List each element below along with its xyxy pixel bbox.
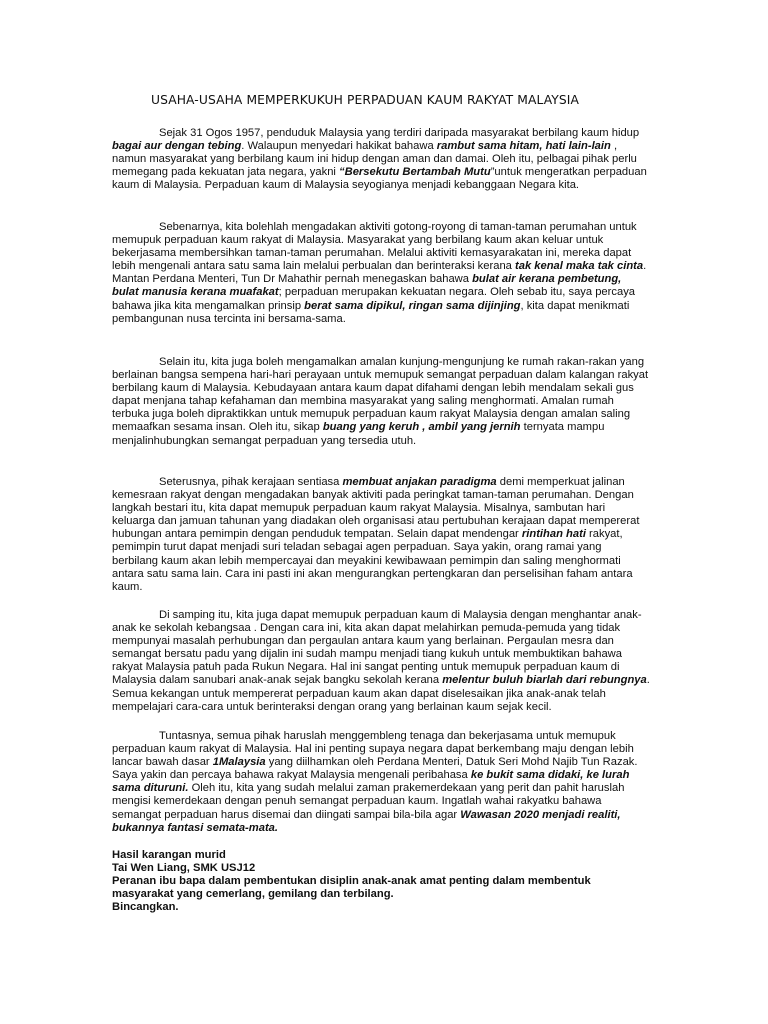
text-line (112, 408, 657, 421)
text-run: lebih mengenali antara satu sama lain melalui perbualan dan berinteraksi kerana (112, 260, 515, 273)
text-line (112, 822, 657, 835)
text-run: pembangunan nusa tercinta ini bersama-sama. (112, 312, 346, 325)
emphasized-phrase: membuat anjakan paradigma (342, 476, 497, 488)
text-line (112, 395, 657, 408)
emphasized-phrase: sama dituruni. (112, 782, 189, 795)
text-run: Seterusnya, pihak kerajaan sentiasa (159, 476, 343, 488)
text-run: Oleh itu, kita yang sudah melalui zaman prakemerdekaan yang perit dan pahit haruslah (188, 782, 625, 795)
text-line (112, 769, 657, 782)
text-run: menjalinhubungkan semangat perpaduan yang tersedia utuh. (112, 434, 417, 447)
emphasized-phrase: tak kenal maka tak cinta (515, 260, 644, 273)
text-run: , kita dapat menikmati (520, 299, 630, 312)
emphasized-phrase: buang yang keruh , ambil yang jernih (322, 421, 521, 434)
text-run: hubungan antara pemimpin dengan penduduk tempatan. Selain dapat mendengar (112, 528, 522, 541)
text-run: memupuk perpaduan kaum rakyat di Malaysia. Masyarakat yang berbilang kaum akan keluar untuk (112, 234, 604, 247)
text-run: Semua kekangan untuk mempererat perpaduan kaum akan dapat diselesaikan jika anak-anak telah (112, 687, 606, 700)
text-run: Saya yakin dan percaya bahawa rakyat Malaysia mengenali peribahasa (112, 769, 471, 782)
text-line (112, 489, 657, 502)
text-run: ternyata mampu (520, 421, 605, 434)
text-line (112, 688, 657, 701)
text-run: Sebenarnya, kita bolehlah mengadakan aktiviti gotong-royong di taman-taman perumahan untuk (159, 221, 637, 233)
text-run: ; perpaduan merupakan kekuatan negara. Oleh sebab itu, saya percaya (278, 286, 636, 299)
text-line (112, 247, 657, 260)
document-title: USAHA-USAHA MEMPERKUKUH PERPADUAN KAUM RAKYAT MALAYSIA (150, 93, 580, 107)
text-line (112, 273, 657, 286)
text-line (112, 515, 657, 528)
text-run: anak ke sekolah kebangsaa . Dengan cara ini, kita akan dapat melahirkan pemuda-pemuda yang tidak (112, 622, 621, 635)
paragraph-sekolah (112, 609, 657, 714)
signature-line: Bincangkan. (112, 901, 179, 914)
emphasized-phrase: bulat manusia kerana muafakat (112, 286, 279, 299)
text-run: mengisi kemerdekaan dengan penuh semangat perpaduan kaum. Ingatlah wahai rakyatku bahawa (112, 795, 602, 808)
text-line (112, 140, 657, 153)
text-line (112, 541, 657, 554)
emphasized-phrase: 1Malaysia (212, 756, 266, 769)
text-line (112, 730, 657, 743)
text-run: namun masyarakat yang berbilang kaum ini hidup dengan aman dan damai. Oleh itu, pelbagai pihak perlu (112, 153, 637, 166)
text-run: berbilang kaum akan lebih mempercayai dan meyakini kewibawaan pemimpin dan saling menghormati (112, 554, 621, 567)
text-line (112, 635, 657, 648)
text-run: keluarga dan jamuan tahunan yang diadakan oleh organisasi atau pertubuhan kerajaan dapat mempererat (112, 515, 640, 528)
text-line (112, 221, 657, 234)
emphasized-phrase: bukannya fantasi semata-mata. (112, 821, 279, 834)
text-run: semangat perpaduan harus disemai dan diingati sampai bila-bila agar (112, 808, 461, 821)
text-line (112, 581, 657, 594)
text-line (112, 701, 657, 714)
text-line (112, 166, 657, 179)
text-line (112, 127, 657, 140)
text-run: bekerjasama membersihkan taman-taman perumahan. Melalui aktiviti kemasyarakatan ini, mereka dapat (112, 247, 632, 260)
text-run: lancar bawah dasar (112, 756, 213, 769)
text-run: mempelajari cara-cara untuk berinteraksi dengan orang yang berlainan kaum sejak kecil. (112, 700, 552, 713)
text-run: kaum di Malaysia. Perpaduan kaum di Malaysia seyogianya menjadi kebanggaan Negara kita. (112, 179, 580, 192)
paragraph-kunjung-mengunjung (112, 356, 657, 448)
text-line (112, 648, 657, 661)
text-line (112, 555, 657, 568)
text-line (112, 313, 657, 326)
text-line (112, 260, 657, 273)
text-run: Sejak 31 Ogos 1957, penduduk Malaysia yang terdiri daripada masyarakat berbilang kaum hidup (159, 127, 640, 139)
text-run: Di samping itu, kita juga dapat memupuk perpaduan kaum di Malaysia dengan menghantar anak- (159, 609, 642, 621)
text-run: semangat bersatu padu yang dijalin ini sudah mampu menjadi tiang kukuh untuk membuktikan bahawa (112, 648, 622, 661)
text-line (112, 502, 657, 515)
signature-block (112, 849, 712, 914)
emphasized-phrase: “Bersekutu Bertambah Mutu (339, 166, 491, 179)
paragraph-intro (112, 127, 657, 192)
text-line (112, 234, 657, 247)
emphasized-phrase: ke bukit sama didaki, ke lurah (470, 769, 630, 782)
text-line (112, 622, 657, 635)
text-run: rakyat Malaysia patuh pada Rukun Negara. Hal ini sangat penting untuk memupuk perpaduan kaum di (112, 661, 620, 674)
text-run: . (643, 260, 647, 273)
text-run: . (646, 674, 650, 687)
text-line (112, 286, 657, 299)
text-run: antara satu sama lain. Cara ini pasti ini akan mengurangkan pertengkaran dan perselisihan faham antara (112, 567, 633, 580)
text-run: berlainan bangsa sempena hari-hari perayaan untuk memupuk semangat perpaduan dalam kalangan rakyat (112, 369, 649, 382)
text-line (112, 795, 657, 808)
text-run: langkah bestari itu, kita dapat memupuk perpaduan kaum rakyat Malaysia. Misalnya, sambutan hari (112, 502, 606, 515)
signature-line: Hasil karangan murid (112, 849, 226, 861)
text-run: pemimpin turut dapat menjadi suri teladan sebagai agen perpaduan. Saya yakin, orang ramai yang (112, 541, 602, 554)
text-run: . Walaupun menyedari hakikat bahawa (241, 140, 437, 153)
emphasized-phrase: bulat air kerana pembetung, (472, 273, 622, 286)
text-line (112, 369, 657, 382)
text-run: kemesraan rakyat dengan mengadakan banyak aktiviti pada peringkat taman-taman perumahan. Dengan (112, 489, 634, 502)
signature-line: Peranan ibu bapa dalam pembentukan disiplin anak-anak amat penting dalam membentuk (112, 875, 591, 888)
text-line (112, 809, 657, 822)
emphasized-phrase: rintihan hati (521, 528, 586, 541)
text-line (112, 356, 657, 369)
text-line (112, 435, 657, 448)
emphasized-phrase: rambut sama hitam, hati lain-lain (436, 140, 611, 153)
text-line (112, 476, 657, 489)
emphasized-phrase: melentur buluh biarlah dari rebungnya (442, 674, 647, 687)
signature-line: Tai Wen Liang, SMK USJ12 (112, 862, 256, 875)
text-run: ”untuk mengeratkan perpaduan (490, 166, 647, 179)
paragraph-kerajaan (112, 476, 657, 594)
text-run: , (610, 140, 618, 153)
emphasized-phrase: bagai aur dengan tebing (112, 140, 242, 153)
text-run: Mantan Perdana Menteri, Tun Dr Mahathir pernah menegaskan bahawa (112, 273, 473, 286)
text-run: berbilang kaum di Malaysia. Kebudayaan antara kaum dapat difahami dengan lebih mendalam sekali gus (112, 382, 634, 395)
text-run: bahawa jika kita mengamalkan prinsip (112, 299, 305, 312)
text-run: demi memperkuat jalinan (496, 476, 625, 488)
text-run: rakyat, (585, 528, 623, 541)
text-run: memaafkan sesama insan. Oleh itu, sikap (112, 421, 323, 434)
text-line (112, 743, 657, 756)
emphasized-phrase: Wawasan 2020 menjadi realiti, (460, 808, 621, 821)
text-line (112, 421, 657, 434)
text-line (112, 756, 657, 769)
text-line (112, 568, 657, 581)
text-run: Selain itu, kita juga boleh mengamalkan amalan kunjung-mengunjung ke rumah rakan-rakan yang (159, 356, 645, 368)
text-run: Tuntasnya, semua pihak haruslah menggembleng tenaga dan bekerjasama untuk memupuk (159, 730, 616, 742)
text-line (112, 153, 657, 166)
text-run: dapat menjana tahap kefahaman dan membina masyarakat yang saling menghormati. Amalan rumah (112, 395, 614, 408)
text-line (112, 382, 657, 395)
text-run: mempunyai masalah perhubungan dan pergaulan antara kaum yang berlainan. Pergaulan mesra dan (112, 635, 614, 648)
text-run: memegang pada kekuatan jata negara, yakni (112, 166, 340, 179)
text-run: Malaysia dalam sanubari anak-anak sejak bangku sekolah kerana (112, 674, 443, 687)
signature-line: masyarakat yang cemerlang, gemilang dan terbilang. (112, 888, 394, 901)
text-line (112, 179, 657, 192)
text-line (112, 528, 657, 541)
text-run: yang diilhamkan oleh Perdana Menteri, Datuk Seri Mohd Najib Tun Razak. (265, 756, 638, 769)
emphasized-phrase: berat sama dipikul, ringan sama dijinjing (304, 299, 521, 312)
paragraph-tuntasnya (112, 730, 657, 835)
text-run: perpaduan kaum rakyat di Malaysia. Hal ini penting supaya negara dapat berkembang maju dengan lebih (112, 743, 634, 756)
text-run: terbuka juga boleh dipraktikkan untuk memupuk perpaduan kaum rakyat Malaysia dengan amalan saling (112, 408, 631, 421)
text-line (112, 609, 657, 622)
text-line (112, 661, 657, 674)
text-run: kaum. (112, 580, 143, 593)
text-line (112, 674, 657, 687)
paragraph-gotong-royong (112, 221, 657, 326)
text-line (112, 782, 657, 795)
text-line (112, 300, 657, 313)
